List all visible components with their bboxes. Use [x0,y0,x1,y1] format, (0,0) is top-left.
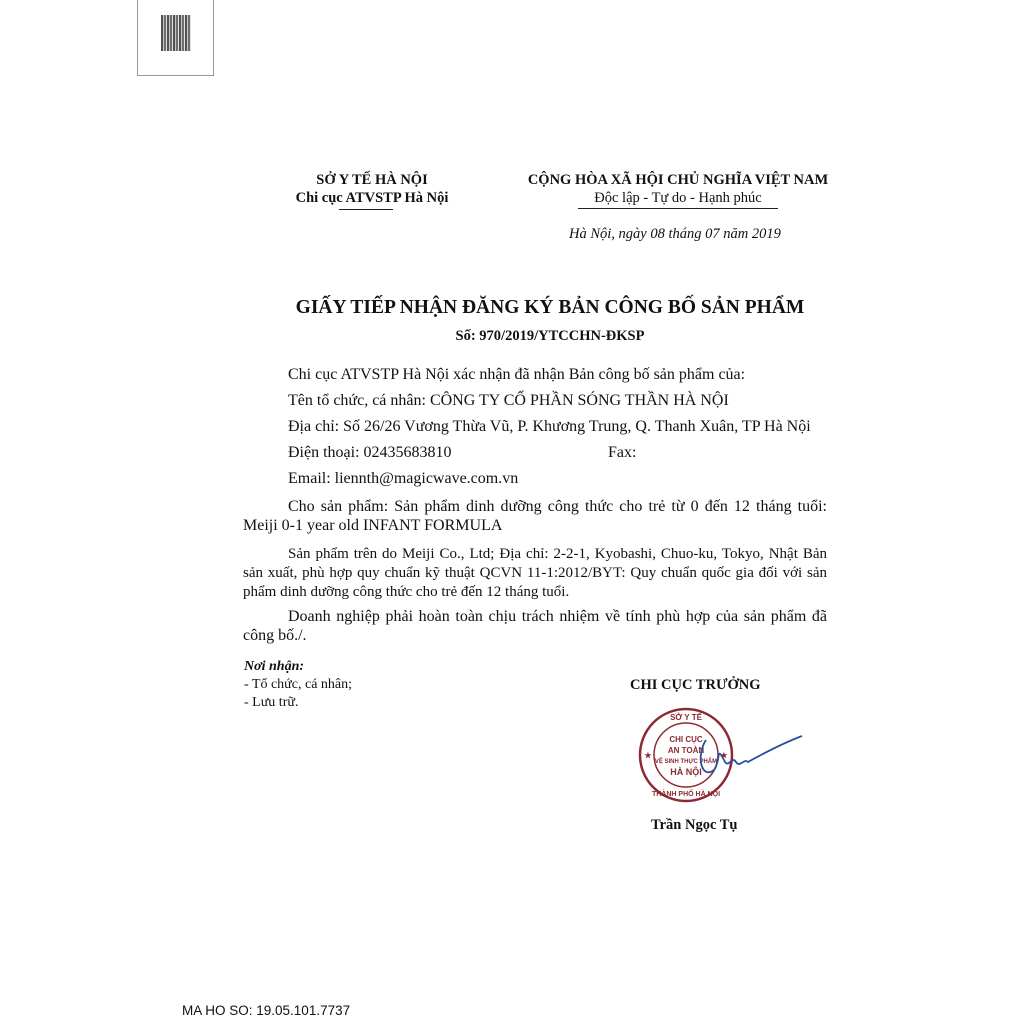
svg-text:★: ★ [720,751,728,760]
document-date: Hà Nội, ngày 08 tháng 07 năm 2019 [569,226,781,242]
qr-code [161,15,191,51]
intro-text: Chi cục ATVSTP Hà Nội xác nhận đã nhận Bản công bố sản phẩm của: [288,366,746,383]
recipient-item: - Lưu trữ. [244,695,299,710]
qr-code-frame [137,0,214,76]
recipient-item: - Tổ chức, cá nhân; [244,677,353,692]
signer-role: CHI CỤC TRƯỞNG [630,677,761,693]
recipients-label: Nơi nhận: [244,659,305,674]
document-number: Số: 970/2019/YTCCHN-ĐKSP [455,328,645,344]
signature [701,736,802,772]
divider [578,208,778,209]
svg-text:THÀNH PHỐ HÀ NỘI: THÀNH PHỐ HÀ NỘI [651,791,721,798]
fax: Fax: [608,444,637,461]
svg-text:CHI CỤC: CHI CỤC [669,735,703,744]
email: Email: liennth@magicwave.com.vn [288,470,519,487]
address: Địa chỉ: Số 26/26 Vương Thừa Vũ, P. Khương Trung, Q. Thanh Xuân, TP Hà Nội [288,418,811,435]
organization: Tên tổ chức, cá nhân: CÔNG TY CỔ PHẦN SÓNG THẦN HÀ NỘI [288,392,729,409]
divider [339,209,393,210]
svg-text:HÀ NỘI: HÀ NỘI [670,767,702,777]
sub-agency-name: Chi cục ATVSTP Hà Nội [295,190,449,206]
manufacturer-paragraph: Sản phẩm trên do Meiji Co., Ltd; Địa chỉ: 2-2-1, Kyobashi, Chuo-ku, Tokyo, Nhật Bản sản xuất, phù hợp quy chuẩn kỹ thuật QCVN 11-1:2012/BYT: Quy chuẩn quốc gia đối với sản phẩm dinh dưỡng công thức cho trẻ đến 12 tháng tuổi. [243,546,827,600]
phone: Điện thoại: 02435683810 [288,444,452,461]
signer-name: Trần Ngọc Tụ [651,817,738,833]
svg-text:★: ★ [644,751,652,760]
document-title: GIẤY TIẾP NHẬN ĐĂNG KÝ BẢN CÔNG BỐ SẢN PHẨM [295,297,805,318]
svg-text:VỆ SINH THỰC PHẨM: VỆ SINH THỰC PHẨM [654,759,718,765]
responsibility-paragraph: Doanh nghiệp phải hoàn toàn chịu trách nhiệm về tính phù hợp của sản phẩm đã công bố./. [243,608,827,644]
svg-text:SỞ Y TẾ: SỞ Y TẾ [670,713,702,722]
official-stamp [636,700,816,810]
file-code: MA HO SO: 19.05.101.7737 [182,1003,351,1018]
product-paragraph: Cho sản phẩm: Sản phẩm dinh dưỡng công thức cho trẻ từ 0 đến 12 tháng tuổi: Meiji 0-1 year old INFANT FORMULA [243,498,827,534]
svg-text:AN TOÀN: AN TOÀN [667,746,705,755]
national-motto: Độc lập - Tự do - Hạnh phúc [594,190,762,206]
national-title: CỘNG HÒA XÃ HỘI CHỦ NGHĨA VIỆT NAM [527,172,829,188]
agency-name: SỞ Y TẾ HÀ NỘI [316,172,428,188]
